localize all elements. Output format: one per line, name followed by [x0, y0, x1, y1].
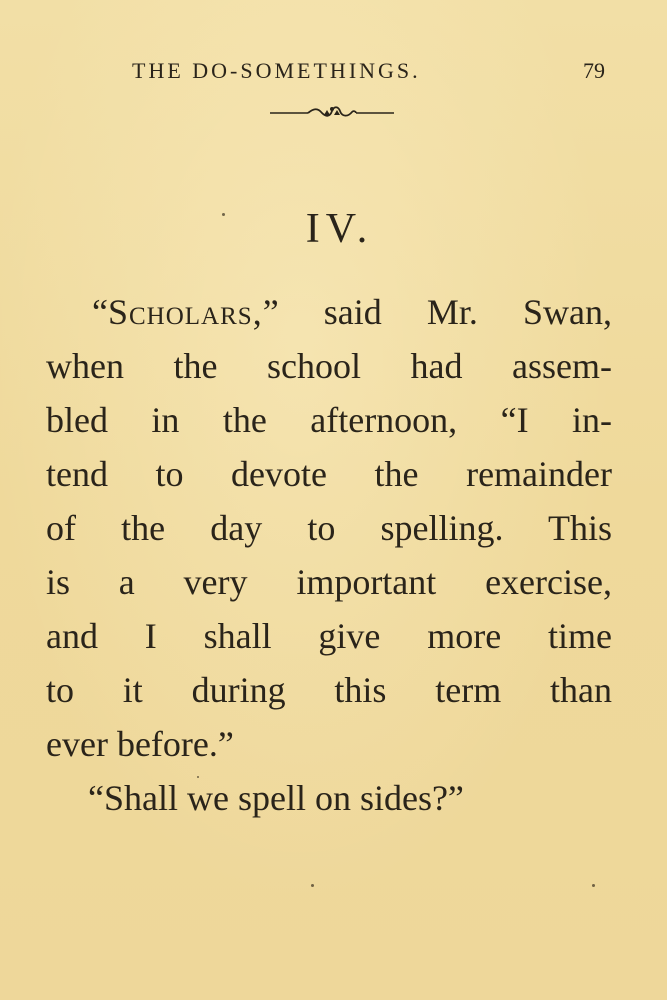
text-line: and I shall give more time	[46, 616, 612, 656]
paper-speck	[197, 776, 199, 778]
text-line: when the school had assem-	[46, 346, 612, 386]
paper-speck	[592, 884, 595, 887]
first-line-rest: ” said Mr. Swan,	[262, 292, 612, 332]
ornament-divider-icon	[268, 104, 396, 120]
chapter-number: IV.	[305, 206, 374, 252]
paper-speck	[222, 213, 225, 216]
paragraph-1	[46, 285, 612, 771]
text-line: of the day to spelling. This	[46, 508, 612, 548]
text-line: to it during this term than	[46, 670, 612, 710]
page-number: 79	[583, 58, 605, 83]
text-line: ever before.”	[46, 724, 234, 764]
paragraph-2	[46, 771, 612, 825]
text-line: tend to devote the remainder	[46, 454, 612, 494]
running-title: THE DO-SOMETHINGS.	[132, 58, 421, 83]
paper-speck	[311, 884, 314, 887]
text-line	[46, 285, 612, 339]
open-quote: “	[92, 292, 108, 332]
text-line: bled in the afternoon, “I in-	[46, 400, 612, 440]
text-line: “Shall we spell on sides?”	[88, 778, 464, 818]
text-line: is a very important exercise,	[46, 562, 612, 602]
small-caps-word: Scholars,	[107, 292, 263, 332]
